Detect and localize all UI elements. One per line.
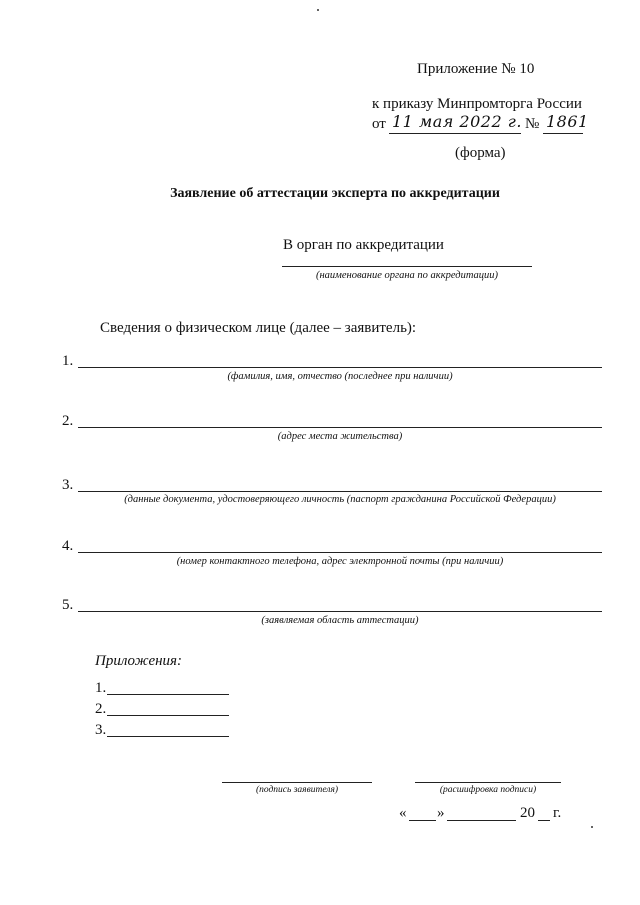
order-reference: к приказу Минпромторга России — [372, 96, 582, 112]
scan-speck — [317, 9, 319, 11]
date-year-line[interactable] — [538, 820, 550, 821]
attachment-number: 2. — [95, 701, 107, 717]
order-number-line — [543, 133, 583, 134]
field-number: 4. — [62, 538, 74, 554]
field-input-line-passport[interactable] — [78, 491, 602, 492]
attachment-input-line[interactable] — [107, 736, 229, 737]
field-input-line-scope[interactable] — [78, 611, 602, 612]
applicant-intro: Сведения о физическом лице (далее – заявитель): — [100, 320, 417, 336]
order-number-sign: № — [525, 116, 540, 132]
signature-decode-input-line[interactable] — [415, 782, 561, 783]
recipient-label: В орган по аккредитации — [283, 237, 444, 253]
attachment-input-line[interactable] — [107, 715, 229, 716]
recipient-input-line[interactable] — [282, 266, 532, 267]
field-number: 3. — [62, 477, 74, 493]
signature-decode-caption: (расшифровка подписи) — [439, 785, 537, 795]
field-input-line-address[interactable] — [78, 427, 602, 428]
date-year-suffix: г. — [553, 805, 562, 821]
attachment-number: 3. — [95, 722, 107, 738]
appendix-number: Приложение № 10 — [417, 61, 535, 77]
attachment-input-line[interactable] — [107, 694, 229, 695]
field-caption: (фамилия, имя, отчество (последнее при наличии) — [227, 371, 453, 382]
order-date-prefix: от — [372, 116, 386, 132]
attachment-number: 1. — [95, 680, 107, 696]
field-number: 5. — [62, 597, 74, 613]
field-number: 2. — [62, 413, 74, 429]
form-note: (форма) — [455, 145, 506, 161]
order-number-handwritten: 1861 — [546, 112, 589, 131]
field-caption: (номер контактного телефона, адрес электронной почты (при наличии) — [176, 556, 504, 567]
signature-input-line[interactable] — [222, 782, 372, 783]
field-caption: (адрес места жительства) — [277, 431, 403, 442]
field-caption: (заявляемая область аттестации) — [261, 615, 419, 626]
date-day-line[interactable] — [409, 820, 436, 821]
field-number: 1. — [62, 353, 74, 369]
attachments-heading: Приложения: — [95, 653, 183, 669]
field-input-line-contacts[interactable] — [78, 552, 602, 553]
signature-caption: (подпись заявителя) — [255, 785, 339, 795]
date-year-prefix: 20 — [520, 805, 535, 821]
document-title: Заявление об аттестации эксперта по аккредитации — [170, 186, 500, 201]
scan-speck — [591, 826, 593, 828]
order-date-handwritten: 11 мая 2022 г. — [392, 112, 522, 131]
recipient-caption: (наименование органа по аккредитации) — [315, 270, 499, 281]
field-input-line-fio[interactable] — [78, 367, 602, 368]
date-open-quote: « — [399, 805, 407, 821]
field-caption: (данные документа, удостоверяющего личность (паспорт гражданина Российской Федерации) — [124, 494, 556, 505]
date-month-line[interactable] — [447, 820, 516, 821]
order-date-line — [389, 133, 521, 134]
date-close-quote: » — [437, 805, 445, 821]
